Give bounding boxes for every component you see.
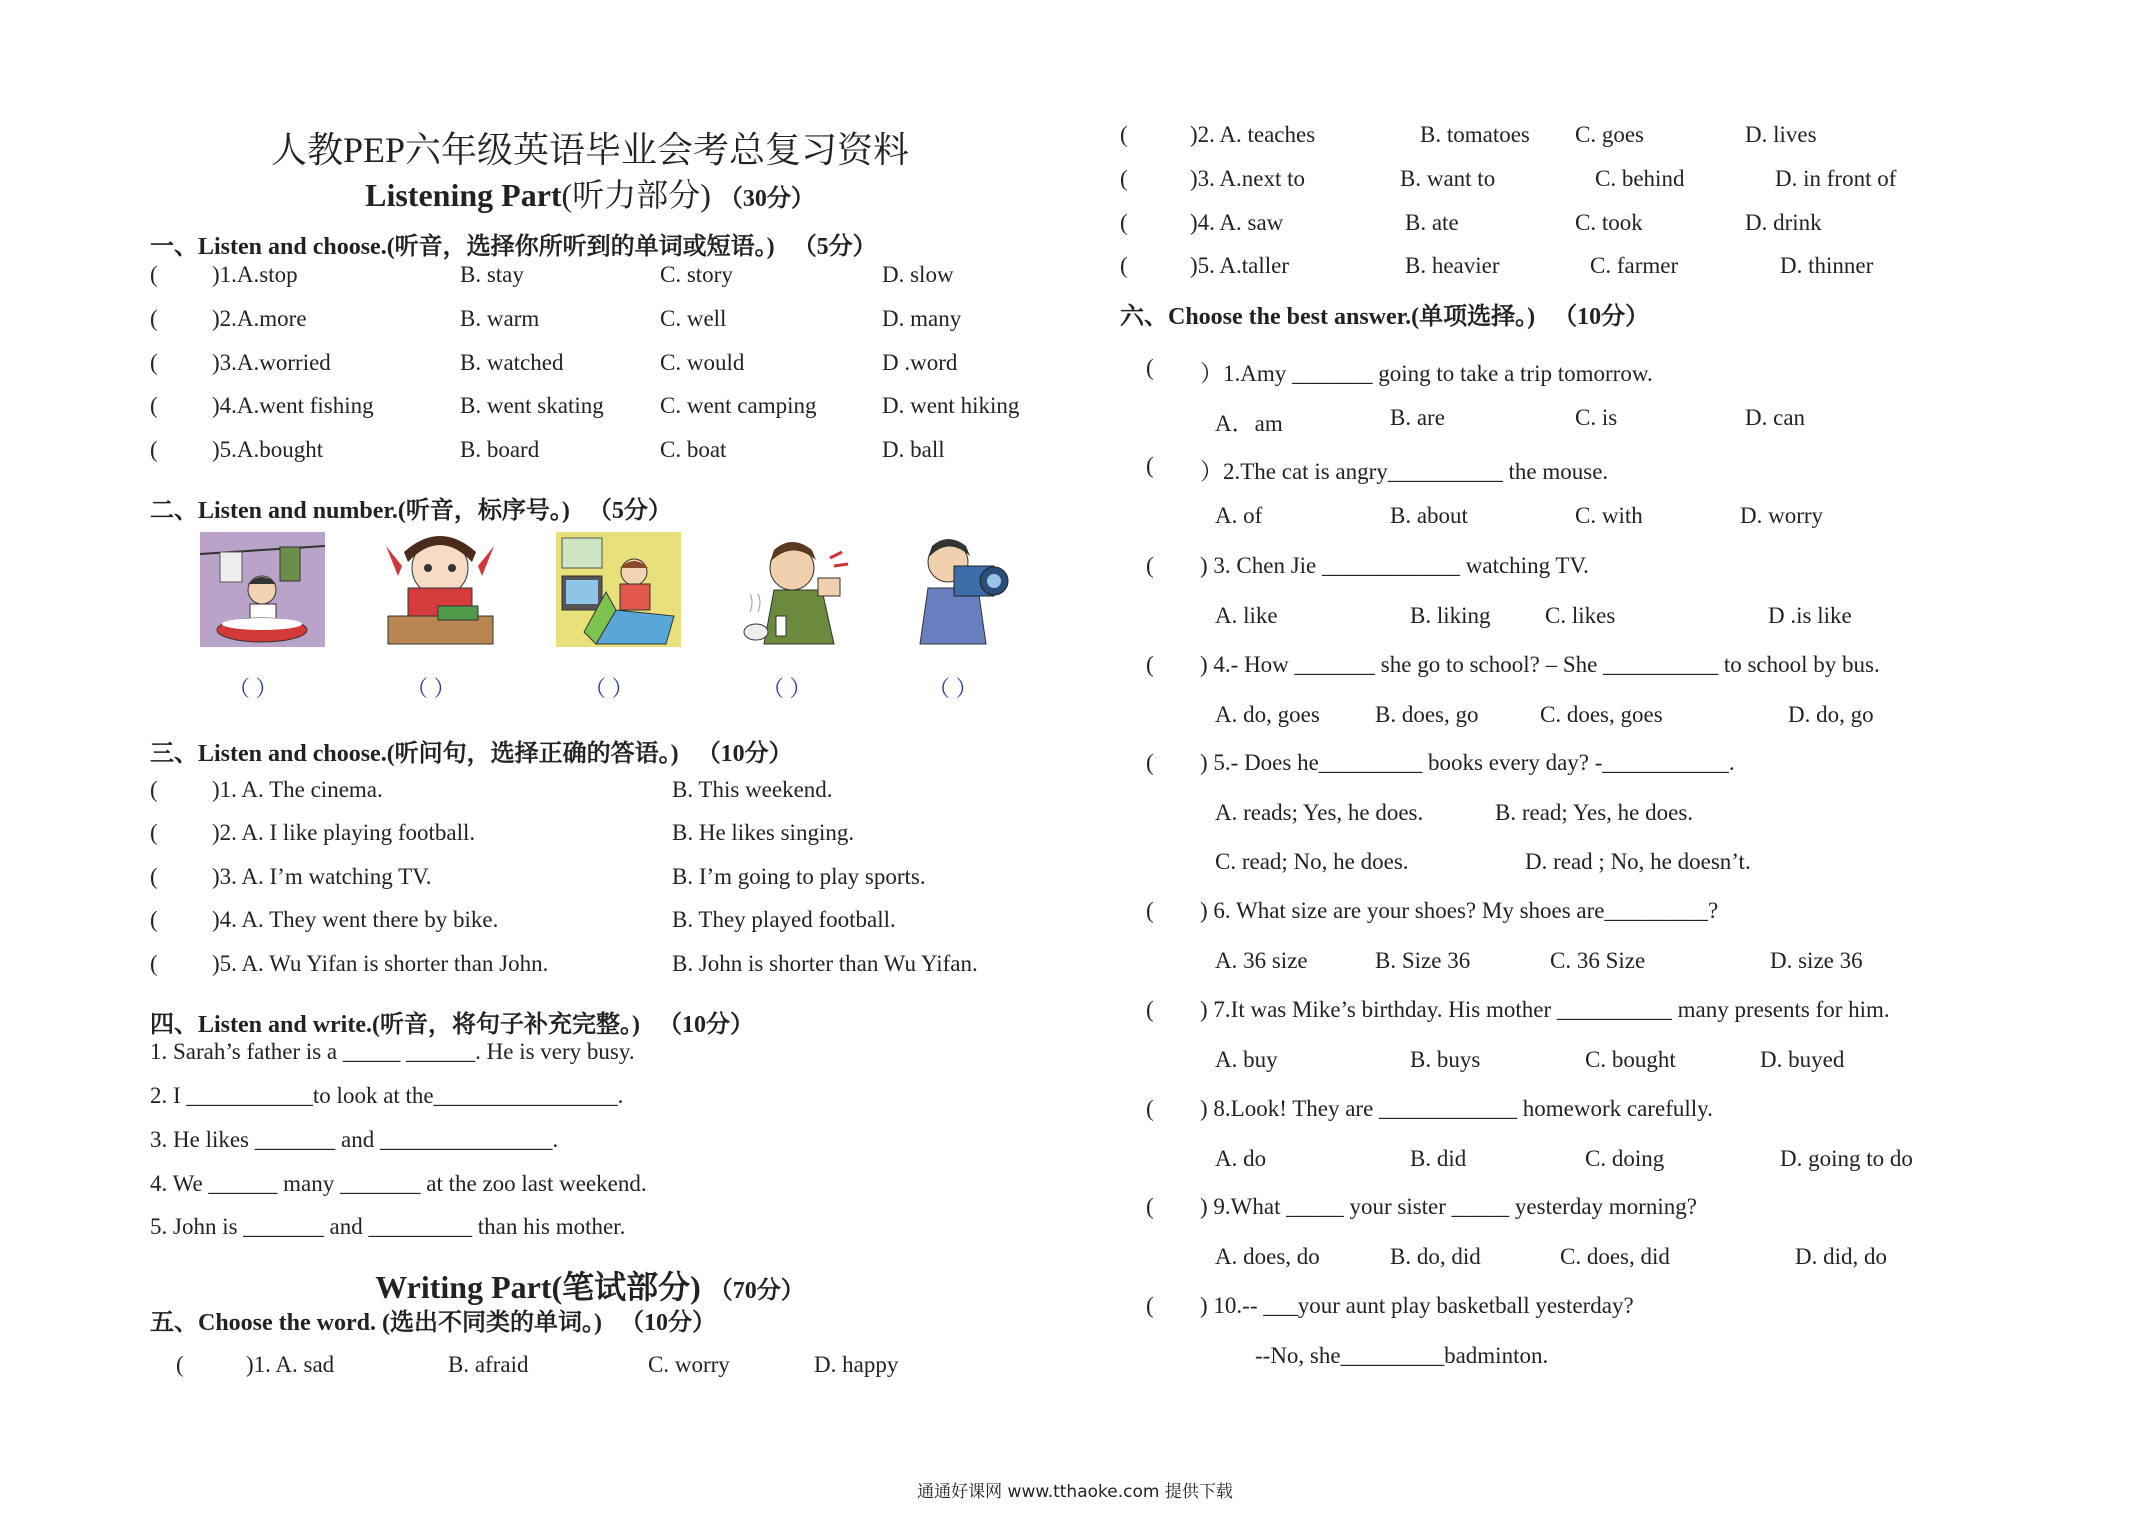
option-c: C. goes xyxy=(1575,122,1644,147)
option-a: A．am xyxy=(1215,411,1283,436)
answer-paren: ( xyxy=(1146,750,1154,775)
option-b: B. liking xyxy=(1410,603,1491,628)
watching-tv-picture xyxy=(556,532,681,647)
fill-in-line: 5. John is _______ and _________ than his mother. xyxy=(150,1214,626,1239)
option-a: A. 36 size xyxy=(1215,948,1308,973)
section-5-title: 五、Choose the word. (选出不同类的单词。) xyxy=(150,1310,602,1336)
option-d: D. can xyxy=(1745,405,1806,430)
answer-paren: ( xyxy=(176,1352,184,1377)
section-6-points: （10分） xyxy=(1553,304,1650,330)
answer-paren: ( xyxy=(1146,355,1154,380)
section-1-heading xyxy=(150,226,877,261)
option-c: C. bought xyxy=(1585,1047,1676,1072)
section-4-points: （10分） xyxy=(657,1012,754,1038)
answer-paren: ( xyxy=(1120,253,1128,278)
option-d: D. size 36 xyxy=(1770,948,1863,973)
option-c: C. doing xyxy=(1585,1146,1665,1171)
option-b: B. went skating xyxy=(460,393,604,418)
option-c: C. likes xyxy=(1545,603,1616,628)
option-c: C. does, goes xyxy=(1540,702,1663,727)
washing-clothes-picture xyxy=(200,532,325,647)
option-b: B. are xyxy=(1390,405,1445,430)
question-option-a: )5.A.bought xyxy=(212,437,324,462)
question-text: ）1.Amy _______ going to take a trip tomorrow. xyxy=(1200,361,1653,386)
option-a: A. like xyxy=(1215,603,1278,628)
option-a: A. reads; Yes, he does. xyxy=(1215,800,1424,825)
option-d: D. happy xyxy=(814,1352,899,1377)
option-a: )1. A. The cinema. xyxy=(212,777,383,802)
option-d: D. worry xyxy=(1740,503,1824,528)
option-b: B. buys xyxy=(1410,1047,1481,1072)
question-10-answer-line: --No, she_________badminton. xyxy=(1255,1343,1549,1368)
answer-paren: ( xyxy=(1146,1293,1154,1318)
answer-paren: ( xyxy=(150,262,158,287)
section-2-heading xyxy=(150,490,672,525)
section-2-points: （5分） xyxy=(587,498,672,524)
question-text: ) 6. What size are your shoes? My shoes are_________? xyxy=(1200,898,1719,923)
option-d: D. buyed xyxy=(1760,1047,1845,1072)
answer-paren: ( xyxy=(1146,1194,1154,1219)
option-a: )4. A. They went there by bike. xyxy=(212,907,499,932)
option-c: C. with xyxy=(1575,503,1643,528)
option-b: B. do, did xyxy=(1390,1244,1481,1269)
fill-in-line: 1. Sarah’s father is a _____ ______. He is very busy. xyxy=(150,1039,635,1064)
answer-paren: ( xyxy=(150,777,158,802)
answer-bracket: （ ） xyxy=(928,676,978,701)
answer-paren: ( xyxy=(150,820,158,845)
option-d: D. lives xyxy=(1745,122,1817,147)
option-b: B. watched xyxy=(460,350,564,375)
option-a: )5. A.taller xyxy=(1190,253,1289,278)
answer-paren: ( xyxy=(150,437,158,462)
option-c: C. would xyxy=(660,350,745,375)
option-d: D. drink xyxy=(1745,210,1822,235)
option-a: )2. A. I like playing football. xyxy=(212,820,476,845)
option-b: B. He likes singing. xyxy=(672,820,855,845)
question-text: ) 8.Look! They are ____________ homework carefully. xyxy=(1200,1096,1713,1121)
question-text: ) 3. Chen Jie ____________ watching TV. xyxy=(1200,553,1589,578)
answer-paren: ( xyxy=(150,350,158,375)
fill-in-line: 3. He likes _______ and _______________. xyxy=(150,1127,559,1152)
section-1-title: 一、Listen and choose.(听音，选择你所听到的单词或短语。) xyxy=(150,234,775,260)
reading-girl-picture xyxy=(378,532,503,647)
option-c: C. farmer xyxy=(1590,253,1679,278)
fill-in-line: 4. We ______ many _______ at the zoo last weekend. xyxy=(150,1171,647,1196)
page-title: 人教PEP六年级英语毕业会考总复习资料 xyxy=(270,130,910,170)
option-c: C. boat xyxy=(660,437,727,462)
option-c: C. story xyxy=(660,262,733,287)
answer-paren: ( xyxy=(1146,453,1154,478)
option-a: A. buy xyxy=(1215,1047,1278,1072)
question-option-a: )3.A.worried xyxy=(212,350,331,375)
question-option-a: )1.A.stop xyxy=(212,262,298,287)
option-d: D. do, go xyxy=(1788,702,1874,727)
option-c: C. 36 Size xyxy=(1550,948,1646,973)
question-option-a: )4.A.went fishing xyxy=(212,393,374,418)
option-c: C. behind xyxy=(1595,166,1685,191)
section-4-heading xyxy=(150,1004,754,1039)
option-b: B. warm xyxy=(460,306,540,331)
option-a: )2. A. teaches xyxy=(1190,122,1316,147)
writing-part-label: Writing Part(笔试部分) xyxy=(375,1269,701,1305)
listening-part-en: Listening Part xyxy=(365,177,562,213)
option-d: D. thinner xyxy=(1780,253,1874,278)
option-b: B. This weekend. xyxy=(672,777,833,802)
question-option-a: )2.A.more xyxy=(212,306,307,331)
answer-paren: ( xyxy=(150,907,158,932)
option-c: C. is xyxy=(1575,405,1618,430)
option-b: B. John is shorter than Wu Yifan. xyxy=(672,951,978,976)
option-b: B. They played football. xyxy=(672,907,896,932)
option-d: D. read ; No, he doesn’t. xyxy=(1525,849,1751,874)
answer-paren: ( xyxy=(150,393,158,418)
option-a: )1. A. sad xyxy=(246,1352,335,1377)
section-3-points: （10分） xyxy=(696,741,793,767)
option-d: D .is like xyxy=(1768,603,1852,628)
option-a: )4. A. saw xyxy=(1190,210,1284,235)
section-3-heading xyxy=(150,733,793,768)
option-b: B. afraid xyxy=(448,1352,529,1377)
option-c: C. read; No, he does. xyxy=(1215,849,1409,874)
option-b: B. read; Yes, he does. xyxy=(1495,800,1694,825)
section-2-title: 二、Listen and number.(听音，标序号。) xyxy=(150,498,570,524)
option-b: B. tomatoes xyxy=(1420,122,1530,147)
question-text: ) 9.What _____ your sister _____ yesterday morning? xyxy=(1200,1194,1697,1219)
option-b: B. want to xyxy=(1400,166,1496,191)
answer-paren: ( xyxy=(150,864,158,889)
question-text: ) 10.-- ___your aunt play basketball yesterday? xyxy=(1200,1293,1634,1318)
option-a: A. of xyxy=(1215,503,1263,528)
section-3-title: 三、Listen and choose.(听问句，选择正确的答语。) xyxy=(150,741,679,767)
answer-bracket: （ ） xyxy=(228,676,278,701)
option-a: A. do xyxy=(1215,1146,1267,1171)
option-d: D. in front of xyxy=(1775,166,1897,191)
sick-man-picture xyxy=(734,532,859,647)
answer-paren: ( xyxy=(1146,1096,1154,1121)
option-a: )3. A.next to xyxy=(1190,166,1305,191)
answer-paren: ( xyxy=(1146,652,1154,677)
answer-paren: ( xyxy=(1146,553,1154,578)
option-a: A. does, do xyxy=(1215,1244,1320,1269)
option-d: D. did, do xyxy=(1795,1244,1887,1269)
option-c: C. went camping xyxy=(660,393,817,418)
option-b: B. board xyxy=(460,437,540,462)
option-c: C. does, did xyxy=(1560,1244,1670,1269)
answer-paren: ( xyxy=(1146,997,1154,1022)
option-d: D .word xyxy=(882,350,958,375)
option-d: D. going to do xyxy=(1780,1146,1913,1171)
option-d: D. many xyxy=(882,306,962,331)
option-a: )5. A. Wu Yifan is shorter than John. xyxy=(212,951,549,976)
option-d: D. ball xyxy=(882,437,945,462)
footer-credit: 通通好课网 www.tthaoke.com 提供下载 xyxy=(917,1482,1233,1502)
answer-bracket: （ ） xyxy=(762,676,812,701)
section-6-heading xyxy=(1120,296,1649,331)
option-b: B. about xyxy=(1390,503,1468,528)
listening-part-points: （30分） xyxy=(718,186,815,212)
question-text: ) 5.- Does he_________ books every day? -___________. xyxy=(1200,750,1735,775)
option-b: B. did xyxy=(1410,1146,1467,1171)
listening-part-title xyxy=(150,170,1030,216)
section-5-heading xyxy=(150,1302,716,1337)
option-b: B. Size 36 xyxy=(1375,948,1471,973)
answer-paren: ( xyxy=(150,306,158,331)
answer-paren: ( xyxy=(1146,898,1154,923)
option-a: )3. A. I’m watching TV. xyxy=(212,864,432,889)
option-b: B. ate xyxy=(1405,210,1459,235)
option-c: C. worry xyxy=(648,1352,730,1377)
section-1-points: （5分） xyxy=(792,234,877,260)
taking-photos-picture xyxy=(900,532,1025,647)
answer-bracket: （ ） xyxy=(406,676,456,701)
question-text: ) 7.It was Mike’s birthday. His mother __________ many presents for him. xyxy=(1200,997,1890,1022)
section-6-title: 六、Choose the best answer.(单项选择。) xyxy=(1120,304,1536,330)
option-d: D. slow xyxy=(882,262,954,287)
answer-paren: ( xyxy=(1120,210,1128,235)
option-c: C. well xyxy=(660,306,727,331)
option-b: B. stay xyxy=(460,262,524,287)
option-b: B. heavier xyxy=(1405,253,1500,278)
question-text: ) 4.- How _______ she go to school? – She __________ to school by bus. xyxy=(1200,652,1880,677)
answer-paren: ( xyxy=(150,951,158,976)
question-text: ）2.The cat is angry__________ the mouse. xyxy=(1200,459,1609,484)
option-b: B. I’m going to play sports. xyxy=(672,864,926,889)
answer-paren: ( xyxy=(1120,166,1128,191)
answer-bracket: （ ） xyxy=(584,676,634,701)
writing-part-points: （70分） xyxy=(708,1278,805,1304)
option-a: A. do, goes xyxy=(1215,702,1320,727)
option-d: D. went hiking xyxy=(882,393,1020,418)
section-5-points: （10分） xyxy=(619,1310,716,1336)
option-b: B. does, go xyxy=(1375,702,1479,727)
option-c: C. took xyxy=(1575,210,1643,235)
listening-part-cn: (听力部分) xyxy=(561,177,711,213)
fill-in-line: 2. I ___________to look at the________________. xyxy=(150,1083,624,1108)
answer-paren: ( xyxy=(1120,122,1128,147)
section-4-title: 四、Listen and write.(听音，将句子补充完整。) xyxy=(150,1012,640,1038)
